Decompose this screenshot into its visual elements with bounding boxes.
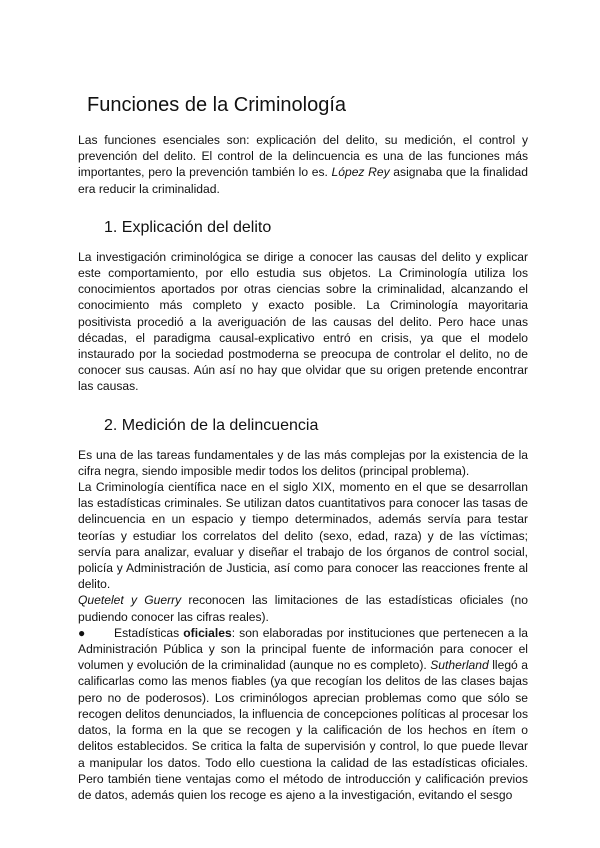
section-2-paragraph-2: La Criminología científica nace en el siglo XIX, momento en el que se desarrollan las estadísticas criminales. Se utilizan datos cuantitativos para conocer las tasas de delincuencia en un espacio y tiempo determinados, además servía para testar teorías y estudiar los correlatos del delito (sexo, edad, raza) y de las víctimas; servía para analizar, evaluar y diseñar el trabajo de los órganos de control social, policía y Administración de Justicia, así como para conocer las reacciones frente al delito. — [78, 480, 528, 592]
section-1-heading: 1. Explicación del delito — [104, 218, 272, 236]
section-2-heading: 2. Medición de la delincuencia — [104, 416, 319, 434]
bullet-icon: ● — [78, 625, 86, 640]
bullet-item-oficiales — [78, 625, 528, 803]
page-title: Funciones de la Criminología — [87, 94, 347, 116]
section-2-paragraph-1: Es una de las tareas fundamentales y de las más complejas por la existencia de la cifra negra, siendo imposible medir todos los delitos (principal problema). — [78, 447, 528, 478]
document-body — [78, 92, 528, 803]
bullet-bold-term: oficiales — [183, 625, 232, 640]
bullet-lead: Estadísticas — [114, 625, 184, 640]
bullet-author: Sutherland — [430, 658, 489, 673]
intro-paragraph — [78, 132, 528, 197]
section-2-paragraph-3-text: reconocen las limitaciones de las estadísticas oficiales (no pudiendo conocer las cifras reales). — [78, 593, 528, 624]
intro-author: López Rey — [331, 165, 390, 180]
section-2-authors: Quetelet y Guerry — [78, 593, 182, 608]
intro-text-1: Las funciones esenciales son: explicación del delito, su medición, el control y prevención del delito. El control de la delincuencia es una de las funciones más importantes, pero la prevención también lo es. — [78, 133, 528, 180]
section-1-paragraph: La investigación criminológica se dirige a conocer las causas del delito y explicar este comportamiento, por ello estudia sus objetos. La Criminología utiliza los conocimientos aportados por otras ciencias sobre la criminalidad, alcanzando el conocimiento más completo y exacto posible. La Criminología mayoritaria positivista procedió a la averiguación de las causas del delito. Pero hace unas décadas, el paradigma causal-explicativo entró en crisis, ya que el modelo instaurado por la sociedad postmoderna se preocupa de controlar el delito, no de conocer sus causas. Aún así no hay que olvidar que su origen pretende encontrar las causas. — [78, 249, 528, 394]
section-2-paragraph-3 — [78, 592, 528, 624]
bullet-text-2: llegó a calificarlas como las menos fiables (ya que recogían los delitos de las clases bajas pero no de poderosos). Los criminólogos aprecian problemas como que sólo se recogen delitos denunciados, la influencia de concepciones políticas al procesar los datos, la forma en la que se recogen y la calificación de los hechos en ítem o delitos establecidos. Se critica la falta de supervisión y control, lo que puede llevar a manipular los datos. Todo ello cuestiona la calidad de las estadísticas oficiales. Pero también tiene ventajas como el método de introducción y calificación previos de datos, además quien los recoge es ajeno a la investigación, evitando el sesgo — [78, 658, 528, 802]
bullet-text-1: : son elaboradas por instituciones que pertenecen a la Administración Pública y son la principal fuente de información para conocer el volumen y evolución de la criminalidad (aunque no es completo). — [78, 625, 528, 673]
intro-text-2: asignaba que la finalidad era reducir la criminalidad. — [78, 165, 529, 196]
